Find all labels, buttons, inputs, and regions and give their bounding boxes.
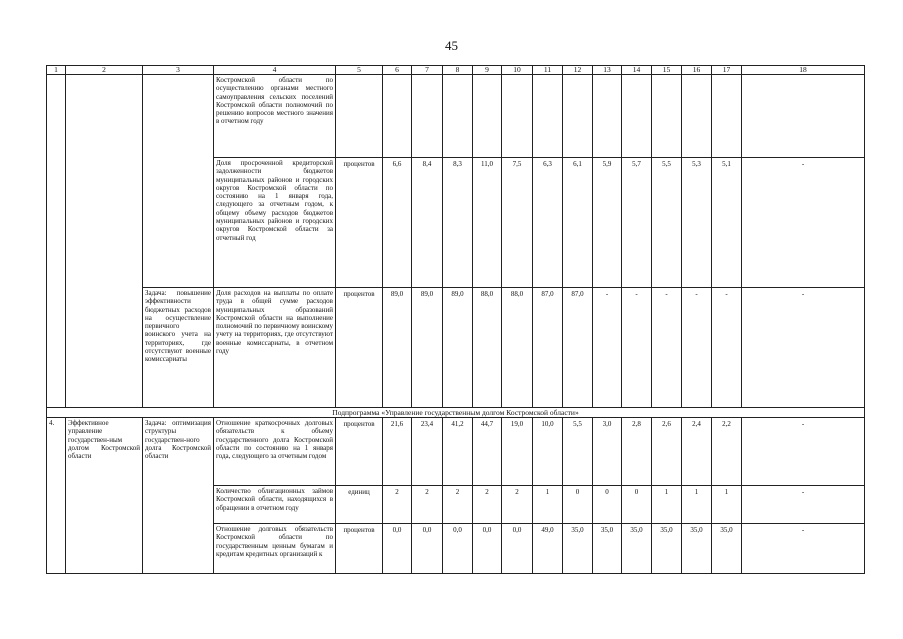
note-cell: - [742, 486, 865, 524]
indicator-cell: Количество облигационных займов Костромской области, находящихся в обращении в отчетном году [214, 486, 336, 524]
unit-cell: процентов [336, 158, 383, 288]
col-header: 4 [214, 66, 336, 75]
value-cell: 10,0 [533, 418, 563, 486]
value-cell: 35,0 [563, 524, 593, 574]
value-cell: 35,0 [652, 524, 682, 574]
indicators-table [46, 65, 865, 574]
value-cell: 1 [533, 486, 563, 524]
unit-cell: единиц [336, 486, 383, 524]
value-cell: - [622, 288, 652, 408]
unit-cell: процентов [336, 418, 383, 486]
value-cell: 6,6 [383, 158, 412, 288]
value-cell: 1 [712, 486, 742, 524]
value-cell: 23,4 [412, 418, 443, 486]
value-cell: 0,0 [412, 524, 443, 574]
value-cell: 0 [593, 486, 622, 524]
col-header: 3 [143, 66, 214, 75]
subprogram-title: Подпрограмма «Управление государственным долгом Костромской области» [47, 408, 865, 418]
value-cell: 0,0 [473, 524, 502, 574]
value-cell: 0,0 [502, 524, 533, 574]
value-cell: 5,9 [593, 158, 622, 288]
col-header: 5 [336, 66, 383, 75]
col-header: 9 [473, 66, 502, 75]
value-cell: 1 [652, 486, 682, 524]
note-cell: - [742, 288, 865, 408]
col-header: 15 [652, 66, 682, 75]
col-header: 2 [66, 66, 143, 75]
col-header: 14 [622, 66, 652, 75]
unit-cell: процентов [336, 524, 383, 574]
value-cell: 11,0 [473, 158, 502, 288]
value-cell: 2 [383, 486, 412, 524]
page-number: 45 [445, 38, 458, 53]
table-row [47, 418, 865, 486]
col-header: 16 [682, 66, 712, 75]
value-cell: 35,0 [682, 524, 712, 574]
indicator-cell: Отношение долговых обязательств Костромской области по государственным ценным бумагам и кредитам кредитных организаций к [214, 524, 336, 574]
value-cell: 2 [473, 486, 502, 524]
value-cell: 8,4 [412, 158, 443, 288]
value-cell: 49,0 [533, 524, 563, 574]
value-cell: 41,2 [443, 418, 473, 486]
goal-cell: Эффективное управление государствен-ным долгом Костромской области [66, 418, 143, 574]
col-header: 8 [443, 66, 473, 75]
indicator-cell: Доля расходов на выплаты по оплате труда в общей сумме расходов муниципальных образований Костромской области на выполнение полномочий по первичному воинскому учету на территориях, где отсутствуют военные комиссариаты, в отчетном году [214, 288, 336, 408]
goal-cell [66, 75, 143, 408]
value-cell: - [652, 288, 682, 408]
note-cell: - [742, 524, 865, 574]
col-header: 13 [593, 66, 622, 75]
value-cell: 88,0 [473, 288, 502, 408]
value-cell: 3,0 [593, 418, 622, 486]
value-cell: 19,0 [502, 418, 533, 486]
task-cell: Задача: повышение эффективности бюджетных расходов на осуществление первичного воинского учета на территориях, где отсутствуют военные комиссариаты [143, 288, 214, 408]
value-cell: 0 [622, 486, 652, 524]
value-cell: 2 [502, 486, 533, 524]
col-header: 12 [563, 66, 593, 75]
value-cell: 35,0 [593, 524, 622, 574]
value-cell: 89,0 [383, 288, 412, 408]
task-cell: Задача: оптимизация структуры государствен-ного долга Костромской области [143, 418, 214, 574]
value-cell: 6,3 [533, 158, 563, 288]
table-row [47, 75, 865, 158]
value-cell: 5,5 [563, 418, 593, 486]
value-cell: 2,4 [682, 418, 712, 486]
value-cell: 2,2 [712, 418, 742, 486]
value-cell: 2,6 [652, 418, 682, 486]
col-header: 17 [712, 66, 742, 75]
value-cell: 1 [682, 486, 712, 524]
col-header: 11 [533, 66, 563, 75]
value-cell: 7,5 [502, 158, 533, 288]
value-cell: 21,6 [383, 418, 412, 486]
value-cell: 44,7 [473, 418, 502, 486]
col-header: 1 [47, 66, 66, 75]
value-cell: 2,8 [622, 418, 652, 486]
indicator-cell: Отношение краткосрочных долговых обязательств к объему государственного долга Костромской области по состоянию на 1 января года, следующего за отчетным годом [214, 418, 336, 486]
value-cell: 5,3 [682, 158, 712, 288]
value-cell: 2 [443, 486, 473, 524]
value-cell: - [593, 288, 622, 408]
value-cell: 5,1 [712, 158, 742, 288]
value-cell: 0 [563, 486, 593, 524]
value-cell: 89,0 [412, 288, 443, 408]
col-header: 6 [383, 66, 412, 75]
col-header: 10 [502, 66, 533, 75]
value-cell: 5,7 [622, 158, 652, 288]
value-cell: 88,0 [502, 288, 533, 408]
col-header: 7 [412, 66, 443, 75]
value-cell: 0,0 [443, 524, 473, 574]
value-cell: 87,0 [533, 288, 563, 408]
note-cell: - [742, 418, 865, 486]
indicator-cell: Доля просроченной кредиторской задолженности бюджетов муниципальных районов и городских округов Костромской области по состоянию на 1 января года, следующего за отчетным годом, к общему объему расходов бюджетов муниципальных районов и городских округов Костромской области за отчетный год [214, 158, 336, 288]
value-cell: 8,3 [443, 158, 473, 288]
value-cell: - [682, 288, 712, 408]
subprogram-row [47, 408, 865, 418]
task-cell [143, 75, 214, 288]
row-number-cell: 4. [47, 418, 66, 574]
value-cell: 35,0 [622, 524, 652, 574]
note-cell: - [742, 158, 865, 288]
value-cell: 5,5 [652, 158, 682, 288]
value-cell: 89,0 [443, 288, 473, 408]
table-row [47, 288, 865, 408]
value-cell: - [712, 288, 742, 408]
value-cell: 2 [412, 486, 443, 524]
row-number-cell [47, 75, 66, 408]
value-cell: 35,0 [712, 524, 742, 574]
col-header: 18 [742, 66, 865, 75]
column-header-row [47, 66, 865, 75]
indicator-cell: Костромской области по осуществлению органами местного самоуправления сельских поселений Костромской области полномочий по решению вопросов местного значения в отчетном году [214, 75, 336, 158]
value-cell: 87,0 [563, 288, 593, 408]
unit-cell: процентов [336, 288, 383, 408]
value-cell: 0,0 [383, 524, 412, 574]
value-cell: 6,1 [563, 158, 593, 288]
